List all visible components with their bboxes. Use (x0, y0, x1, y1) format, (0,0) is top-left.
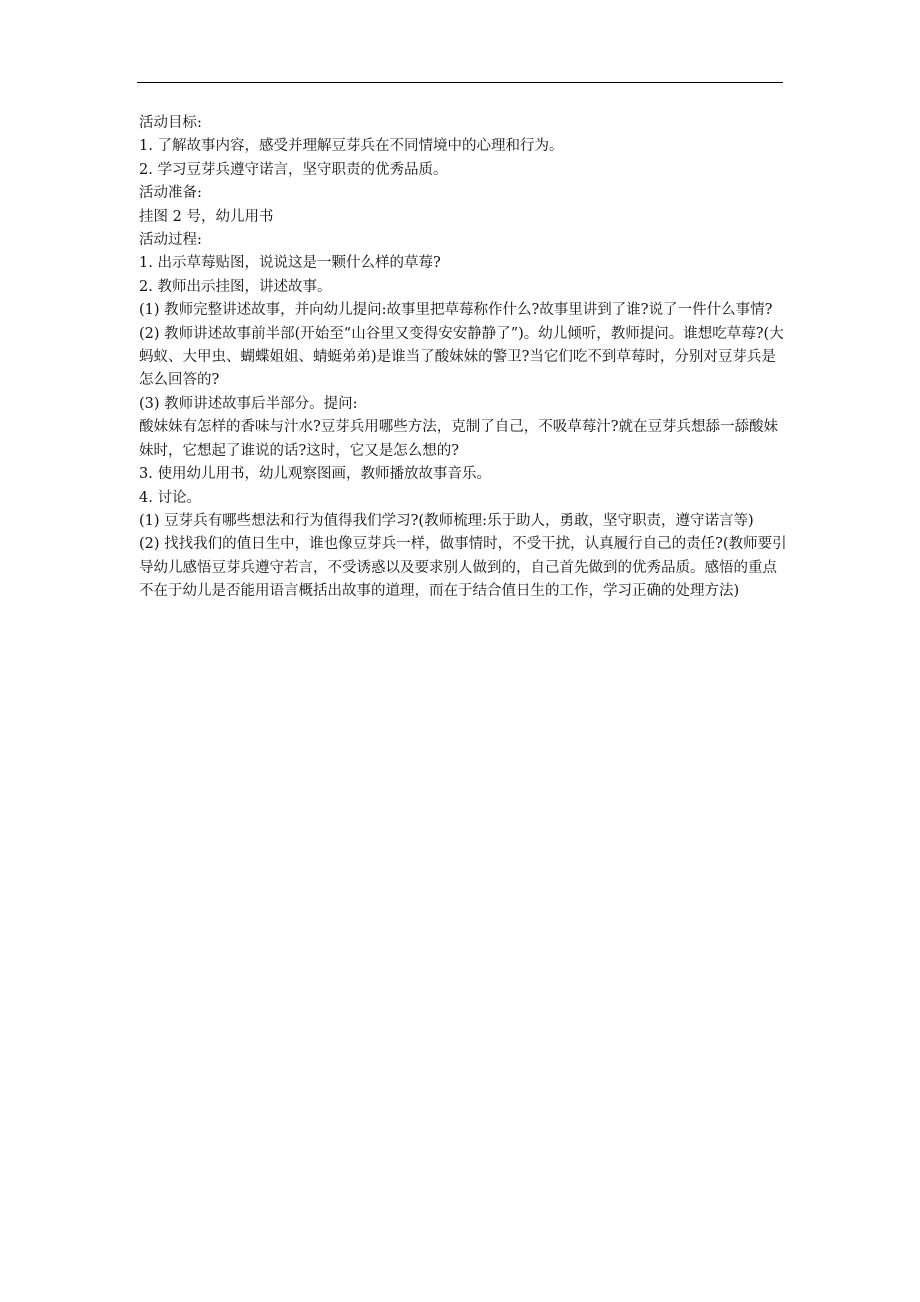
header-rule (137, 82, 783, 83)
goal-item-2: 2. 学习豆芽兵遵守诺言，坚守职责的优秀品质。 (139, 161, 448, 178)
process-step-3: 3. 使用幼儿用书，幼儿观察图画，教师播放故事音乐。 (139, 466, 491, 483)
document-body (139, 112, 789, 604)
discussion-item-1: (1) 豆芽兵有哪些想法和行为值得我们学习?(教师梳理:乐于助人，勇敢，坚守职责，遵守诺言等) (139, 512, 754, 529)
section-heading-preparation: 活动准备: (139, 185, 202, 202)
process-step-1: 1. 出示草莓贴图，说说这是一颗什么样的草莓? (139, 255, 441, 272)
section-heading-goals: 活动目标: (139, 115, 202, 131)
process-substep-1: (1) 教师完整讲述故事，并向幼儿提问:故事里把草莓称作什么?故事里讲到了谁?说了一件什么事情? (139, 302, 773, 319)
process-substep-3-questions: 酸妹妹有怎样的香味与汁水?豆芽兵用哪些方法，克制了自己，不吸草莓汁?就在豆芽兵想舔一舔酸妹妹时，它想起了谁说的话?这时，它又是怎么想的? (139, 419, 779, 459)
process-substep-3: (3) 教师讲述故事后半部分。提问: (139, 395, 358, 412)
process-step-4: 4. 讨论。 (139, 489, 201, 506)
goal-item-1: 1. 了解故事内容，感受并理解豆芽兵在不同情境中的心理和行为。 (139, 138, 564, 155)
preparation-text: 挂图 2 号，幼儿用书 (139, 208, 274, 225)
process-step-2: 2. 教师出示挂图，讲述故事。 (139, 278, 332, 295)
section-heading-process: 活动过程: (139, 232, 202, 249)
discussion-item-2: (2) 找找我们的值日生中，谁也像豆芽兵一样，做事情时，不受干扰，认真履行自己的责任?(教师要引导幼儿感悟豆芽兵遵守若言，不受诱惑以及要求别人做到的，自己首先做到的优秀品质。感悟的重点不在于幼儿是否能用语言概括出故事的道理，而在于结合值日生的工作，学习正确的处理方法) (139, 536, 787, 600)
process-substep-2: (2) 教师讲述故事前半部(开始至“山谷里又变得安安静静了”)。幼儿倾听，教师提问。谁想吃草莓?(大蚂蚁、大甲虫、蝴蝶姐姐、蜻蜓弟弟)是谁当了酸妹妹的警卫?当它们吃不到草莓时，分别对豆芽兵是怎么回答的? (139, 325, 784, 389)
